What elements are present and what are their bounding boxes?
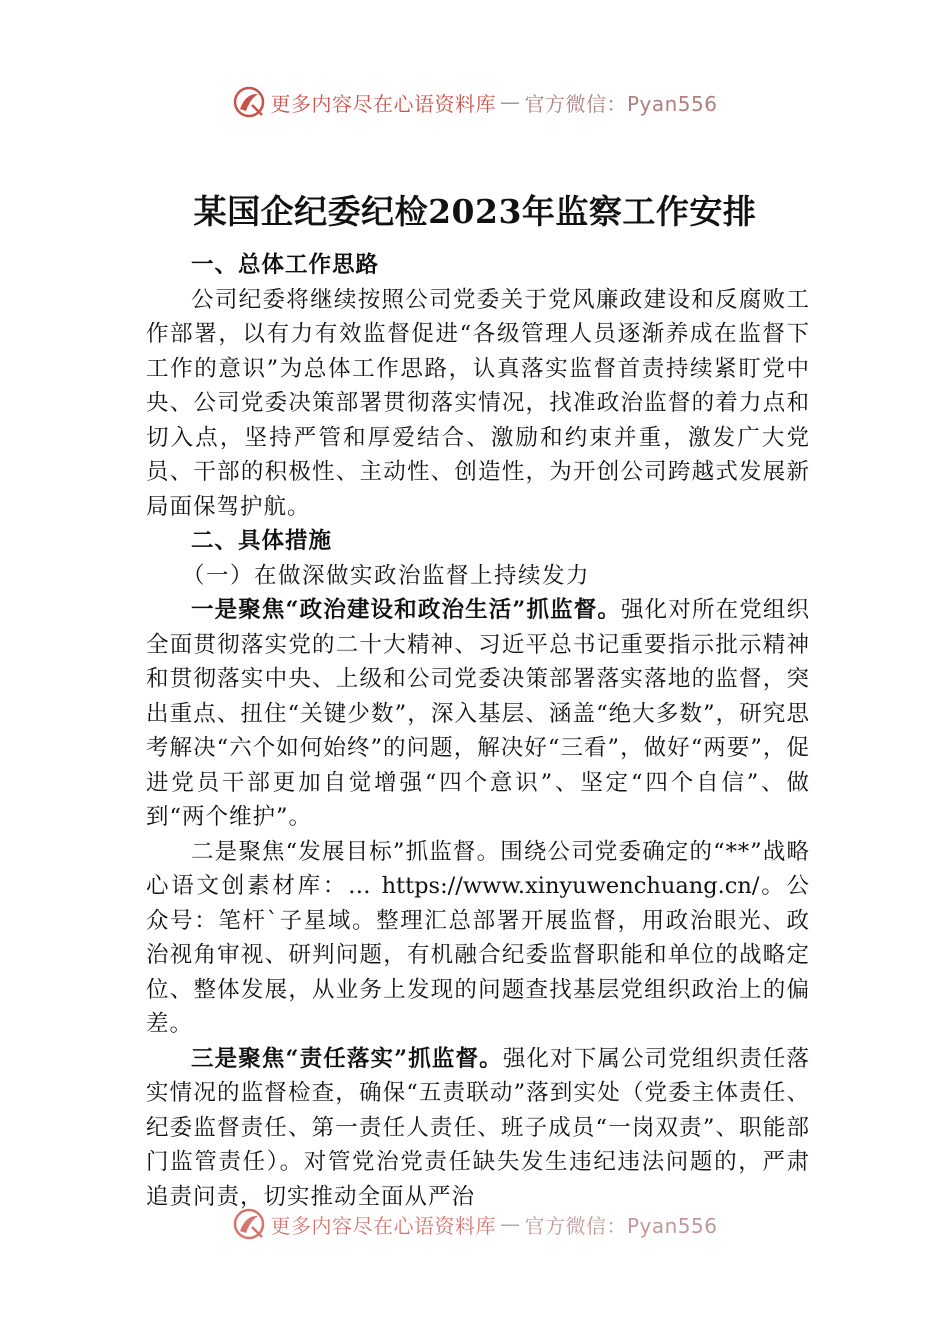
section1-paragraph: 公司纪委将继续按照公司党委关于党风廉政建设和反腐败工作部署，以有力有效监督促进“各级管理人员逐渐养成在监督下工作的意识”为总体工作思路，认真落实监督首责持续紧盯党中央、公司党委决策部署贯彻落实情况，找准政治监督的着力点和切入点，坚持严管和厚爱结合、激励和约束并重，激发广大党员、干部的积极性、主动性、创造性，为开创公司跨越式发展新局面保驾护航。 [146, 286, 810, 520]
item2-text-before: 二是聚焦“发展目标”抓监督。围绕公司党委确定的“**”战略心语文创素材库：… [146, 838, 810, 899]
item2-text-after: 。公众号：笔杆`子星域。整理汇总部署开展监督，用政治眼光、政治视角审视、研判问题，有机融合纪委监督职能和单位的战略定位、整体发展，从业务上发现的问题查找基层党组织政治上的偏差。 [146, 873, 810, 1037]
section1-heading: 一、总体工作思路 [191, 252, 380, 278]
watermark-text: 更多内容尽在心语资料库 [270, 1213, 496, 1238]
item3-lead: 三是聚焦“责任落实”抓监督。 [191, 1045, 503, 1072]
item2-link[interactable]: https://www.xinyuwenchuang.cn/ [381, 873, 760, 899]
item3-paragraph [146, 1042, 810, 1215]
item1-text: 强化对所在党组织全面贯彻落实党的二十大精神、习近平总书记重要指示批示精神和贯彻落实中央、上级和公司党委决策部署落实落地的监督，突出重点、扭住“关键少数”，深入基层、涵盖“绝大多数”，研究思考解决“六个如何始终”的问题，解决好“三看”，做好“两要”，促进党员干部更加自觉增强“四个意识”、坚定“四个自信”、做到“两个维护”。 [146, 597, 810, 830]
section2-heading: 二、具体措施 [191, 528, 333, 554]
watermark-separator: — [499, 1212, 521, 1236]
watermark-separator: — [499, 90, 521, 114]
logo-icon [232, 85, 266, 119]
watermark-text: 更多内容尽在心语资料库 [270, 91, 496, 116]
watermark-contact: 官方微信：Pyan556 [524, 1213, 718, 1238]
footer-watermark [0, 1204, 950, 1244]
item3-text: 强化对下属公司党组织责任落实情况的监督检查，确保“五责联动”落到实处（党委主体责任、纪委监督责任、第一责任人责任、班子成员“一岗双责”、职能部门监管责任）。对管党治党责任缺失发生违纪违法问题的，严肃追责问责，切实推动全面从严治 [146, 1045, 810, 1210]
watermark-contact: 官方微信：Pyan556 [524, 91, 718, 116]
subsection1-heading: （一）在做深做实政治监督上持续发力 [182, 562, 591, 589]
item1-paragraph [146, 593, 810, 835]
item2-paragraph [146, 835, 810, 1042]
header-watermark [0, 82, 950, 122]
item1-lead: 一是聚焦“政治建设和政治生活”抓监督。 [191, 597, 622, 623]
document-title: 某国企纪委纪检2023年监察工作安排 [193, 192, 757, 231]
logo-icon [232, 1207, 266, 1241]
document-body [146, 248, 810, 1214]
